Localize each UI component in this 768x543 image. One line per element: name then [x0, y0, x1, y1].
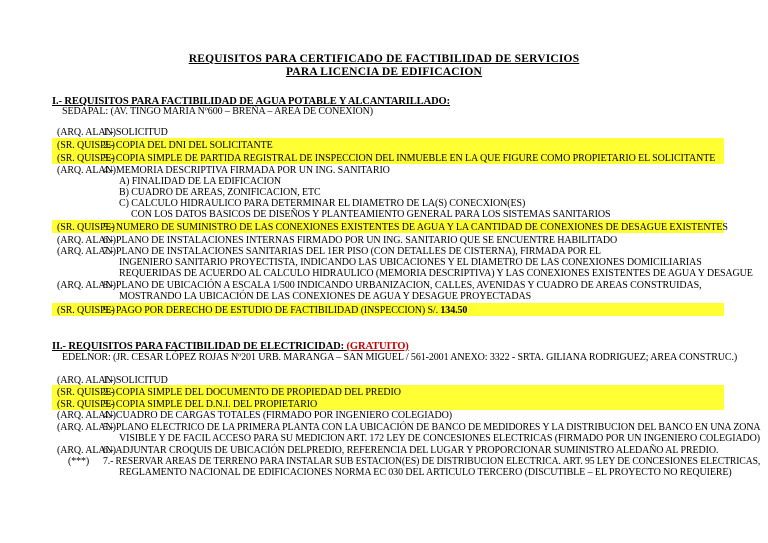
row-label: (ARQ. ALAN): [57, 445, 116, 456]
row-subtext: B) CUADRO DE AREAS, ZONIFICACION, ETC: [119, 187, 321, 198]
row-subtext: INGENIERO SANITARIO PROYECTISTA, INDICANDO LAS UBICACIONES Y EL DIAMETRO DE LAS CONEXIONES DOMICILIARIAS: [119, 257, 702, 268]
row-text: 8.- PLANO DE UBICACIÓN A ESCALA 1/500 INDICANDO URBANIZACION, CALLES, AVENIDAS Y CUADRO DE AREAS CONSTRUIDAS,: [103, 280, 702, 291]
row-text: 2.- COPIA DEL DNI DEL SOLICITANTE: [103, 140, 273, 151]
section-2-entity: EDELNOR: (JR. CESAR LÓPEZ ROJAS Nº201 URB. MARANGA – SAN MIGUEL / 561-2001 ANEXO: 3322 - SRTA. GILIANA RODRIGUEZ; AREA CONSTRUC.): [62, 352, 738, 363]
row-text: 7.- PLANO DE INSTALACIONES SANITARIAS DEL 1ER PISO (CON DETALLES DE CISTERNA), FIRMADA POR EL: [103, 246, 601, 257]
row-label: (SR. QUISPE): [57, 153, 115, 164]
row-text: 6.- ADJUNTAR CROQUIS DE UBICACIÓN DELPREDIO, REFERENCIA DEL LUGAR Y PROPORCIONAR SUMINISTRO ALEDAÑO AL PREDIO.: [103, 445, 719, 456]
row-text: 3.- COPIA SIMPLE DE PARTIDA REGISTRAL DE INSPECCION DEL INMUEBLE EN LA QUE FIGURE COMO PROPIETARIO EL SOLICITANTE: [103, 153, 716, 164]
section-2-heading: II.- REQUISITOS PARA FACTIBILIDAD DE ELECTRICIDAD: (GRATUITO): [52, 341, 409, 352]
row-text: 7.- RESERVAR AREAS DE TERRENO PARA INSTALAR SUB ESTACION(ES) DE DISTRIBUCION ELECTRICA. ART. 95 LEY DE CONCESIONES ELECTRICAS,: [103, 456, 761, 467]
row-label: (ARQ. ALAN): [57, 165, 116, 176]
row-label: (ARQ. ALAN): [57, 235, 116, 246]
row-text: 4.- CUADRO DE CARGAS TOTALES (FIRMADO POR INGENIERO COLEGIADO): [103, 410, 453, 421]
row-text: 1.- SOLICITUD: [103, 375, 168, 386]
section-1-heading: I.- REQUISITOS PARA FACTIBILIDAD DE AGUA POTABLE Y ALCANTARILLADO:: [52, 96, 451, 107]
row-label: (ARQ. ALAN): [57, 280, 116, 291]
row-text: 9.- PAGO POR DERECHO DE ESTUDIO DE FACTIBILIDAD (INSPECCION) S/. 134.50: [103, 305, 468, 316]
row-text: 5.- NUMERO DE SUMINISTRO DE LAS CONEXIONES EXISTENTES DE AGUA Y LA CANTIDAD DE CONEXIONES DE DESAGUE EXISTENTES: [103, 222, 728, 233]
document-title-line-2: PARA LICENCIA DE EDIFICACION: [285, 66, 483, 78]
row-subtext: REGLAMENTO NACIONAL DE EDIFICACIONES NORMA EC 030 DEL ARTICULO TERCERO (DISCUTIBLE – EL PROYECTO NO REQUIERE): [119, 467, 732, 478]
row-text: 5.- PLANO ELECTRICO DE LA PRIMERA PLANTA CON LA UBICACIÓN DE BANCO DE MEDIDORES Y LA DISTRIBUCION DEL BANCO EN UNA ZONA: [103, 422, 761, 433]
row-text: 1.- SOLICITUD: [103, 127, 168, 138]
row-subtext: A) FINALIDAD DE LA EDIFICACION: [119, 176, 281, 187]
row-label: (SR. QUISPE): [57, 222, 115, 233]
row-subtext: MOSTRANDO LA UBICACIÓN DE LAS CONEXIONES DE AGUA Y DESAGUE PROYECTADAS: [119, 291, 532, 302]
section-1-entity: SEDAPAL: (AV. TINGO MARIA Nº600 – BREÑA – AREA DE CONEXION): [62, 106, 374, 117]
row-subtext: VISIBLE Y DE FACIL ACCESO PARA SU MEDICION ART. 172 LEY DE CONCESIONES ELECTRICAS (FIRMADO POR UN INGENIERO COLEGIADO): [119, 433, 760, 444]
document-title-line-1: REQUISITOS PARA CERTIFICADO DE FACTIBILIDAD DE SERVICIOS: [188, 53, 580, 65]
row-label: (ARQ. ALAN): [57, 410, 116, 421]
row-label: (ARQ. ALAN): [57, 127, 116, 138]
row-label: (***): [68, 456, 90, 467]
row-label: (SR. QUISPE): [57, 399, 115, 410]
fee-amount: 134.50: [440, 305, 468, 316]
row-subtext: CON LOS DATOS BASICOS DE DISEÑOS Y PLANTEAMIENTO GENERAL PARA LOS SISTEMAS SANITARIOS: [131, 209, 611, 220]
row-text: 2.- COPIA SIMPLE DEL DOCUMENTO DE PROPIEDAD DEL PREDIO: [103, 387, 401, 398]
row-label: (ARQ. ALAN): [57, 375, 116, 386]
row-text: 3.- COPIA SIMPLE DEL D.N.I. DEL PROPIETARIO: [103, 399, 318, 410]
row-subtext: REQUERIDAS DE ACUERDO AL CALCULO HIDRAULICO (MEMORIA DESCRIPTIVA) Y LAS CONEXIONES EXISTENTES DE AGUA Y DESAGUE: [119, 268, 753, 279]
row-label: (SR. QUISPE): [57, 305, 115, 316]
row-label: (ARQ. ALAN): [57, 422, 116, 433]
section-2-note: (GRATUITO): [346, 341, 409, 352]
row-text: 6.- PLANO DE INSTALACIONES INTERNAS FIRMADO POR UN ING. SANITARIO QUE SE ENCUENTRE HABILITADO: [103, 235, 618, 246]
row-subtext: C) CALCULO HIDRAULICO PARA DETERMINAR EL DIAMETRO DE LA(S) CONECXION(ES): [119, 198, 526, 209]
row-label: (SR. QUISPE): [57, 387, 115, 398]
row-text: 4.- MEMORIA DESCRIPTIVA FIRMADA POR UN ING. SANITARIO: [103, 165, 390, 176]
row-label: (ARQ. ALAN): [57, 246, 116, 257]
row-label: (SR. QUISPE): [57, 140, 115, 151]
